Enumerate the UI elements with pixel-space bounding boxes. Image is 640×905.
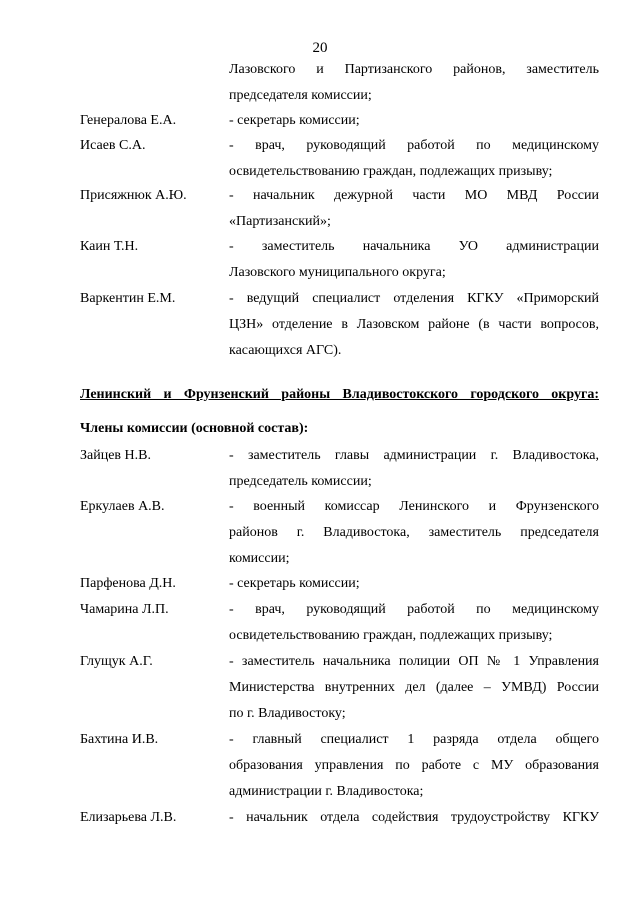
subsection-heading: Члены комиссии (основной состав):: [80, 421, 309, 436]
text-line: образования управления по работе с МУ образования: [229, 758, 599, 773]
text-line: - заместитель главы администрации г. Владивостока,: [229, 448, 599, 463]
text-line: Лазовского муниципального округа;: [229, 265, 446, 280]
text-line: - главный специалист 1 разряда отдела общего: [229, 732, 599, 747]
member-name: Еркулаев А.В.: [80, 499, 165, 514]
text-line: касающихся АГС).: [229, 343, 342, 358]
text-line: председателя комиссии;: [229, 88, 372, 103]
text-line: - ведущий специалист отделения КГКУ «Приморский: [229, 291, 599, 306]
text-line: освидетельствованию граждан, подлежащих призыву;: [229, 164, 553, 179]
text-line: по г. Владивостоку;: [229, 706, 346, 721]
text-line: ЦЗН» отделение в Лазовском районе (в части вопросов,: [229, 317, 599, 332]
text-line: - начальник дежурной части МО МВД России: [229, 188, 599, 203]
text-line: - начальник отдела содействия трудоустройству КГКУ: [229, 810, 599, 825]
text-line: районов г. Владивостока, заместитель председателя: [229, 525, 599, 540]
member-name: Исаев С.А.: [80, 138, 146, 153]
text-line: - заместитель начальника полиции ОП № 1 Управления: [229, 654, 599, 669]
member-name: Зайцев Н.В.: [80, 448, 151, 463]
member-name: Глущук А.Г.: [80, 654, 153, 669]
member-role: [229, 571, 599, 597]
text-line: - военный комиссар Ленинского и Фрунзенского: [229, 499, 599, 514]
member-role: [229, 183, 599, 235]
page-number: 20: [312, 40, 328, 56]
member-role: [229, 805, 599, 831]
member-role: [229, 286, 599, 364]
member-role: [229, 597, 599, 649]
member-name: Чамарина Л.П.: [80, 602, 169, 617]
member-name: Присяжнюк А.Ю.: [80, 188, 187, 203]
text-line: освидетельствованию граждан, подлежащих призыву;: [229, 628, 553, 643]
text-line: председатель комиссии;: [229, 474, 372, 489]
text-line: - врач, руководящий работой по медицинскому: [229, 602, 599, 617]
text-line: комиссии;: [229, 551, 290, 566]
member-name: Каин Т.Н.: [80, 239, 139, 254]
member-name: Елизарьева Л.В.: [80, 810, 177, 825]
member-role: [229, 727, 599, 805]
text-line: - врач, руководящий работой по медицинскому: [229, 138, 599, 153]
member-role: [229, 133, 599, 185]
member-role: [229, 494, 599, 572]
section-heading: Ленинский и Фрунзенский районы Владивостокского городского округа:: [80, 387, 599, 402]
member-role: [229, 108, 599, 134]
member-name: Генералова Е.А.: [80, 113, 177, 128]
text-line: администрации г. Владивостока;: [229, 784, 424, 799]
member-role: [229, 234, 599, 286]
text-line: - заместитель начальника УО администрации: [229, 239, 599, 254]
member-role: [229, 649, 599, 727]
member-name: Варкентин Е.М.: [80, 291, 176, 306]
text-line: - секретарь комиссии;: [229, 113, 360, 128]
text-line: Лазовского и Партизанского районов, заместитель: [229, 62, 599, 77]
text-line: Министерства внутренних дел (далее – УМВД) России: [229, 680, 599, 695]
member-name: Парфенова Д.Н.: [80, 576, 176, 591]
text-line: «Партизанский»;: [229, 214, 331, 229]
text-line: - секретарь комиссии;: [229, 576, 360, 591]
member-name: Бахтина И.В.: [80, 732, 159, 747]
continuation-text: [229, 57, 599, 109]
member-role: [229, 443, 599, 495]
